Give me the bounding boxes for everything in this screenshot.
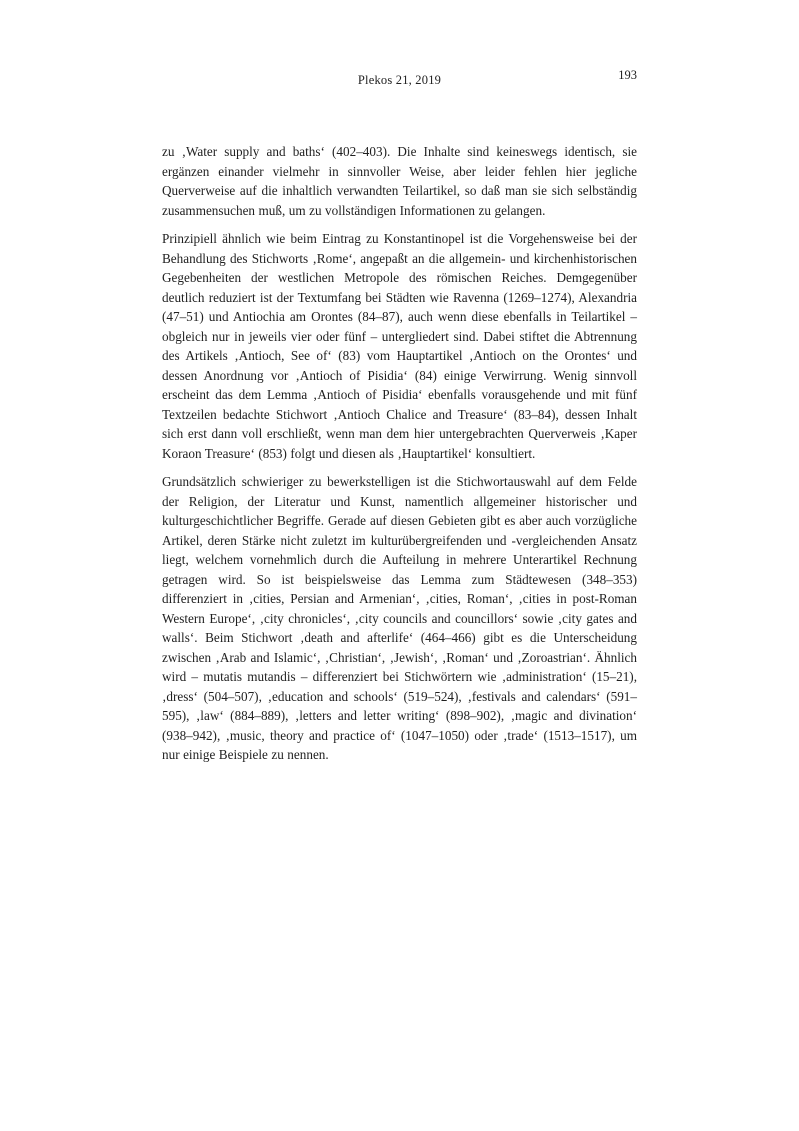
paragraph-1: zu ‚Water supply and baths‘ (402–403). Die Inhalte sind keineswegs identisch, sie ergänzen einander vielmehr in sinnvoller Weise, aber leider fehlen hier jegliche Querverweise auf die inhaltlich verwandten Teilartikel, so daß man sie sich selbständig zusammensuchen muß, um zu vollständigen Informationen zu gelangen.	[162, 144, 637, 218]
paragraph-2: Prinzipiell ähnlich wie beim Eintrag zu Konstantinopel ist die Vorgehensweise bei der Behandlung des Stichworts ‚Rome‘, angepaßt an die allgemein- und kirchenhistorischen Gegebenheiten der westlichen Metropole des römischen Reiches. Demgegenüber deutlich reduziert ist der Textumfang bei Städten wie Ravenna (1269–1274), Alexandria (47–51) und Antiochia am Orontes (84–87), auch wenn diese ebenfalls in Teilartikel – obgleich nur in jeweils vier oder fünf – untergliedert sind. Dabei stiftet die Abtrennung des Artikels ‚Antioch, See of‘ (83) vom Hauptartikel ‚Antioch on the Orontes‘ und dessen Anordnung vor ‚Antioch of Pisidia‘ (84) einige Verwirrung. Wenig sinnvoll erscheint das dem Lemma ‚Antioch of Pisidia‘ ebenfalls vorausgehende und mit fünf Textzeilen bedachte Stichwort ‚Antioch Chalice and Treasure‘ (83–84), dessen Inhalt sich erst dann voll erschließt, wenn man dem hier untergebrachten Querverweis ‚Kaper Koraon Treasure‘ (853) folgt und diesen als ‚Hauptartikel‘ konsultiert.	[162, 231, 637, 461]
running-header: Plekos 21, 2019	[357, 73, 442, 87]
body-text	[162, 142, 637, 765]
paragraph-3: Grundsätzlich schwieriger zu bewerkstelligen ist die Stichwortauswahl auf dem Felde der Religion, der Literatur und Kunst, namentlich allgemeiner historischer und kulturgeschichtlicher Begriffe. Gerade auf diesen Gebieten gibt es aber auch vorzügliche Artikel, deren Stärke nicht zuletzt im kulturübergreifenden und -vergleichenden Ansatz liegt, welchem vornehmlich durch die Aufteilung in mehrere Unterartikel Rechnung getragen wird. So ist beispielsweise das Lemma zum Städtewesen (348–353) differenziert in ‚cities, Persian and Armenian‘, ‚cities, Roman‘, ‚cities in post-Roman Western Europe‘, ‚city chronicles‘, ‚city councils and councillors‘ sowie ‚city gates and walls‘. Beim Stichwort ‚death and afterlife‘ (464–466) gibt es die Unterscheidung zwischen ‚Arab and Islamic‘, ‚Christian‘, ‚Jewish‘, ‚Roman‘ und ‚Zoroastrian‘. Ähnlich wird – mutatis mutandis – differenziert bei Stichwörtern wie ‚administration‘ (15–21), ‚dress‘ (504–507), ‚education and schools‘ (519–524), ‚festivals and calendars‘ (591–595), ‚law‘ (884–889), ‚letters and letter writing‘ (898–902), ‚magic and divination‘ (938–942), ‚music, theory and practice of‘ (1047–1050) oder ‚trade‘ (1513–1517), um nur einige Beispiele zu nennen.	[162, 474, 637, 762]
page-number: 193	[618, 68, 637, 82]
